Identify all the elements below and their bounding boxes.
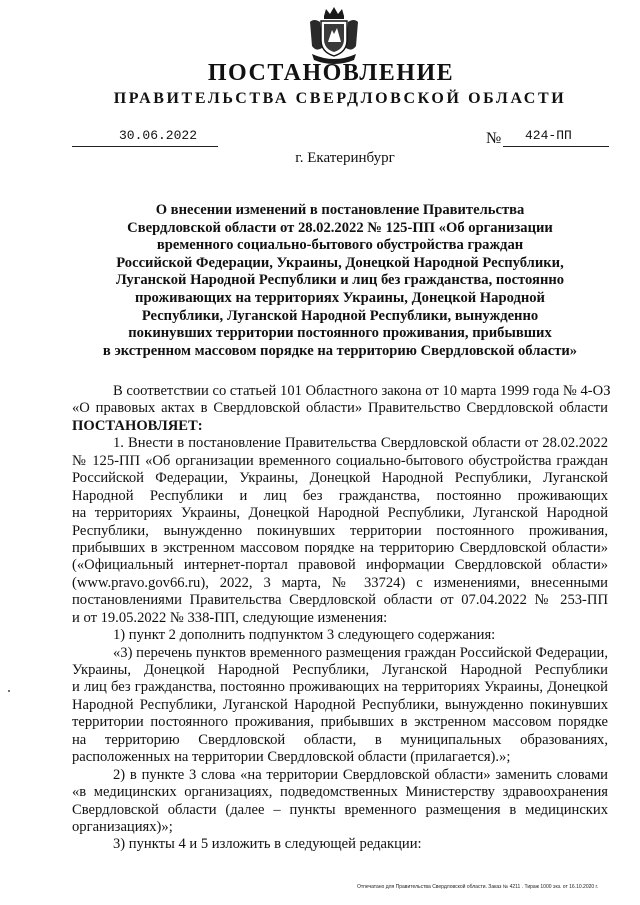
body-line: В соответствии со статьей 101 Областного закона от 10 марта 1999 года № 4-ОЗ <box>113 383 611 399</box>
body-line: 2) в пункте 3 слова «на территории Свердловской области» заменить словами <box>113 766 608 783</box>
scan-speck <box>8 690 10 692</box>
heading-line: О внесении изменений в постановление Правительства <box>155 202 525 218</box>
body-line: территории постоянного проживания, прибывших в экстренном массовом порядке <box>72 714 608 731</box>
heading-line: покинувших территории постоянного проживания, прибывших <box>128 325 552 342</box>
heading-line: Свердловской области от 28.02.2022 № 125-ПП «Об организации <box>127 219 553 236</box>
body-line: постановлениями Правительства Свердловской области от 07.04.2022 № 253-ПП <box>72 592 608 609</box>
document-heading <box>80 202 600 360</box>
document-body <box>72 383 611 854</box>
body-line: (www.pravo.gov66.ru), 2022, 3 марта, № 33724) с изменениями, внесенными <box>72 574 608 591</box>
heading-line: временного социально-бытового обустройства граждан <box>156 237 524 254</box>
body-line: «в медицинских организациях, подведомственных Министерству здравоохранения <box>72 784 608 801</box>
number-field <box>503 126 609 147</box>
body-line: («Официальный интернет-портал правовой информации Свердловской области» <box>72 557 608 574</box>
body-line: «О правовых актах в Свердловской области» Правительство Свердловской области <box>72 400 608 417</box>
body-line: № 125-ПП «Об организации временного социально-бытового обустройства граждан <box>72 452 608 469</box>
heading-line: проживающих на территориях Украины, Донецкой Народной <box>135 289 545 306</box>
document-subtitle: ПРАВИТЕЛЬСТВА СВЕРДЛОВСКОЙ ОБЛАСТИ <box>113 90 567 107</box>
body-line: и от 19.05.2022 № 338-ПП, следующие изменения: <box>72 609 388 626</box>
heading-line: в экстренном массовом порядке на территорию Свердловской области» <box>102 342 578 359</box>
body-line: Народной Республики и лиц без гражданства, постоянно проживающих <box>72 487 608 504</box>
body-line: Украины, Донецкой Народной Республики, Луганской Народной Республики <box>72 662 608 678</box>
body-line: 3) пункты 4 и 5 изложить в следующей редакции: <box>113 836 422 853</box>
document-date: 30.06.2022 <box>119 128 198 143</box>
city-line: г. Екатеринбург <box>295 150 395 166</box>
document-title: ПОСТАНОВЛЕНИЕ <box>207 60 455 86</box>
coat-of-arms-icon <box>304 6 364 68</box>
body-line: Народной Республики, Луганской Народной Республики, вынужденно покинувших <box>72 696 608 713</box>
body-line: на территориях Украины, Донецкой Народной Республики, Луганской Народной <box>72 505 608 522</box>
body-line: организациях)»; <box>72 818 173 835</box>
heading-line: Российской Федерации, Украины, Донецкой Народной Республики, <box>116 254 564 271</box>
body-line: 1. Внести в постановление Правительства Свердловской области от 28.02.2022 <box>113 435 608 452</box>
heading-line: Республики, Луганской Народной Республики, вынужденно <box>141 307 539 324</box>
number-sign: № <box>486 130 502 147</box>
body-line: расположенных на территории Свердловской области (прилагается).»; <box>72 749 511 766</box>
body-line: Российской Федерации, Украины, Донецкой Народной Республики, Луганской <box>72 470 608 487</box>
date-field <box>72 126 218 147</box>
body-line: и лиц без гражданства, постоянно проживающих на территориях Украины, Донецкой <box>72 679 608 696</box>
body-line: Республики, вынужденно покинувших территории постоянного проживания, <box>72 522 608 539</box>
print-footer: Отпечатано для Правительства Свердловской области. Заказ № 4211 . Тираж 1000 экз. от 16.10.2020 г. <box>357 884 599 890</box>
body-line: на территорию Свердловской области, в муниципальных образованиях, <box>72 731 608 748</box>
heading-line: Луганской Народной Республики и лиц без гражданства, постоянно <box>115 272 565 289</box>
body-line: ПОСТАНОВЛЯЕТ: <box>72 417 203 434</box>
body-line: прибывших в экстренном массовом порядке на территорию Свердловской области» <box>72 539 608 556</box>
body-line: «3) перечень пунктов временного размещения граждан Российской Федерации, <box>113 644 608 661</box>
document-number: 424-ПП <box>525 128 572 143</box>
body-line: Свердловской области (далее – пункты временного размещения в медицинских <box>72 801 608 818</box>
body-line: 1) пункт 2 дополнить подпунктом 3 следующего содержания: <box>113 627 496 644</box>
